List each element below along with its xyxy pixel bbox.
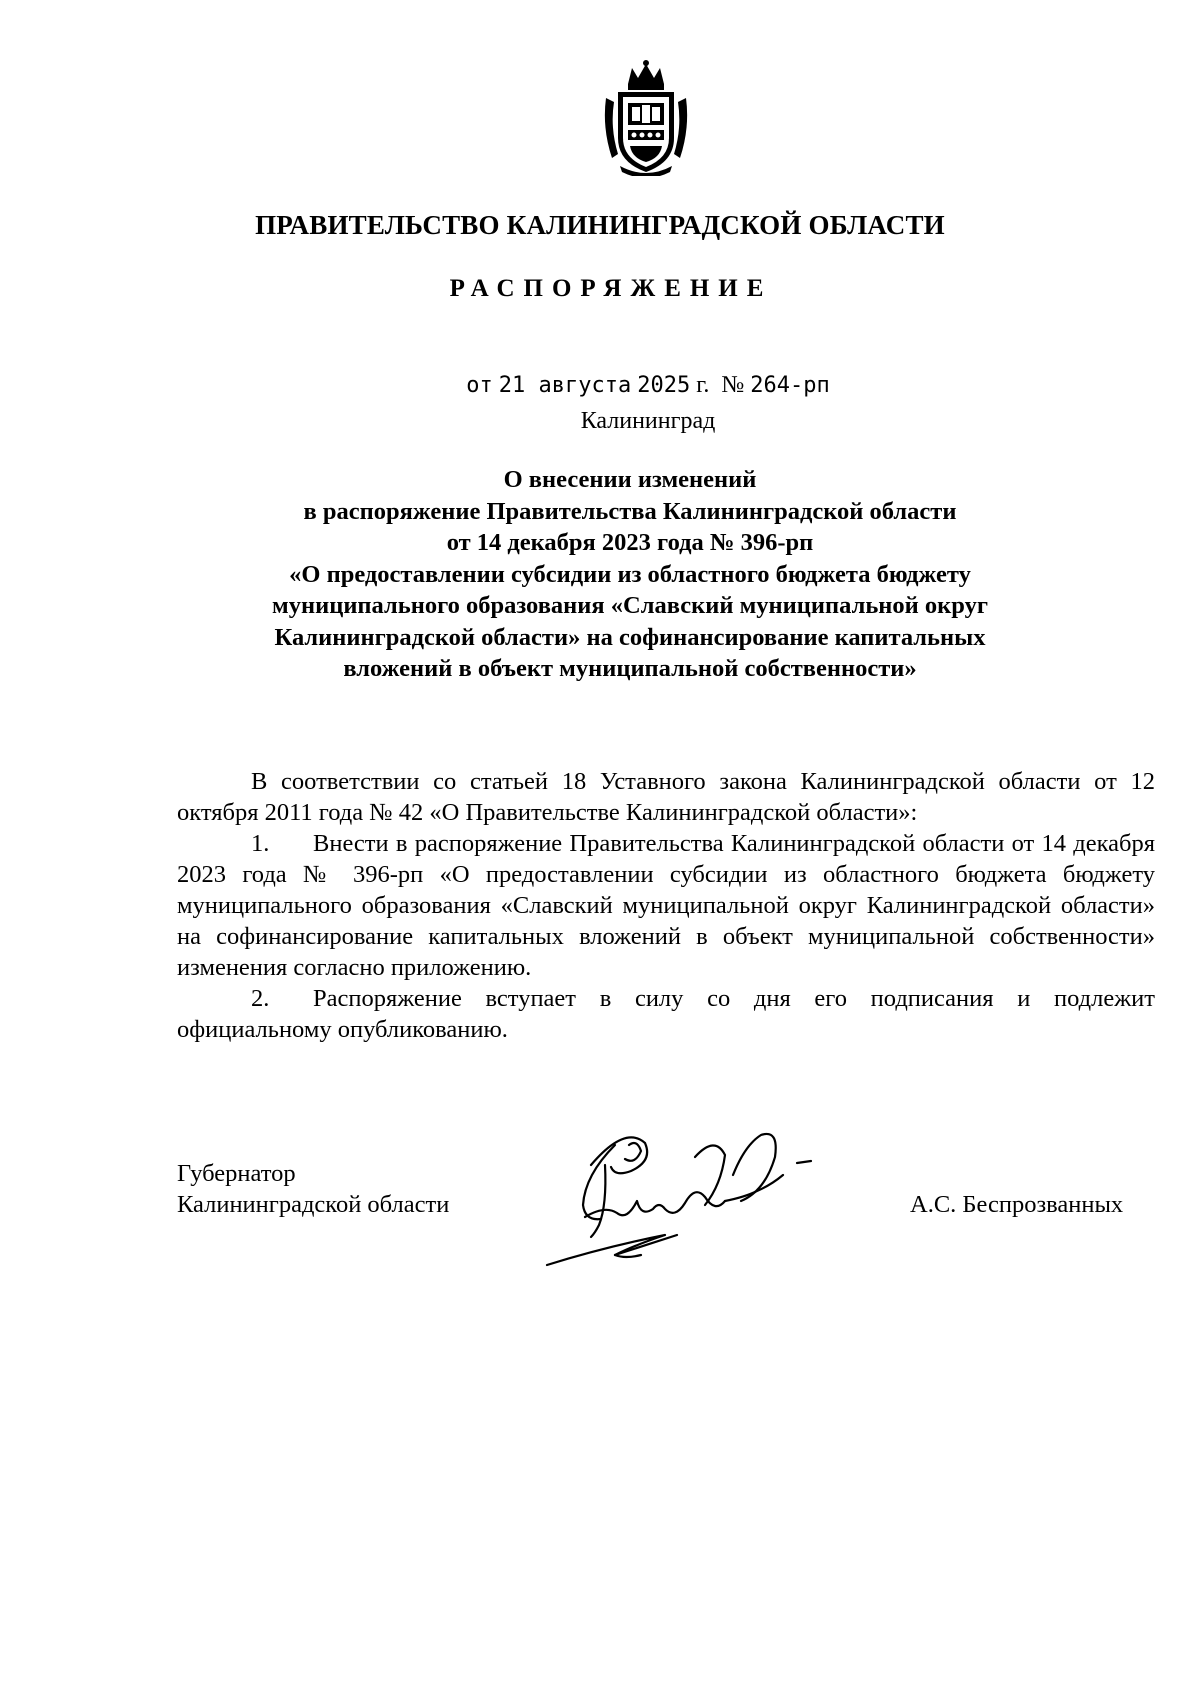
list-item — [177, 983, 1155, 1045]
subject-line: муниципального образования «Славский муниципальной округ — [272, 592, 988, 619]
number-sign: № — [721, 372, 745, 398]
document-number: 264-рп — [750, 373, 830, 398]
handwritten-signature — [545, 1105, 875, 1270]
coat-of-arms-icon — [598, 58, 694, 176]
subject-line: О внесении изменений — [503, 466, 757, 493]
government-title: ПРАВИТЕЛЬСТВО КАЛИНИНГРАДСКОЙ ОБЛАСТИ — [255, 210, 945, 240]
city-name: Калининград — [580, 408, 716, 434]
document-type-heading: РАСПОРЯЖЕНИЕ — [449, 275, 773, 302]
item-number: 1. — [251, 830, 270, 857]
position-title: Губернатор — [177, 1160, 296, 1187]
position-region: Калининградской области — [177, 1191, 450, 1218]
year-suffix: г. — [696, 372, 710, 398]
subject-line: «О предоставлении субсидии из областного бюджета бюджету — [289, 560, 971, 588]
item-text: Внести в распоряжение Правительства Калининградской области от 14 декабря 2023 года № 396-рп «О предоставлении субсидии из областного бюджета бюджету муниципального образования «Славский муниципальной округ Калининградской области» на софинансирование капитальных вложений в объект муниципальной собственности» изменения согласно приложению. — [177, 830, 1155, 981]
list-item — [177, 828, 1155, 983]
date-value: 21 августа — [498, 373, 632, 398]
signatory-position — [177, 1158, 449, 1220]
document-body — [177, 766, 1155, 1045]
date-prefix: от — [466, 373, 493, 398]
signatory-name: А.С. Беспрозванных — [910, 1191, 1124, 1218]
item-text: Распоряжение вступает в силу со дня его подписания и подлежит официальному опубликованию. — [177, 985, 1155, 1043]
subject-line: в распоряжение Правительства Калининградской области — [303, 497, 957, 525]
date-year: 2025 — [637, 373, 691, 398]
preamble-paragraph: В соответствии со статьей 18 Уставного закона Калининградской области от 12 октября 2011 года № 42 «О Правительстве Калининградской области»: — [177, 768, 1155, 826]
document-date-number — [0, 372, 1200, 399]
item-number: 2. — [251, 985, 270, 1012]
subject-line: вложений в объект муниципальной собственности» — [343, 655, 917, 682]
document-subject — [190, 464, 1070, 685]
subject-line: от 14 декабря 2023 года № 396-рп — [446, 529, 814, 556]
subject-line: Калининградской области» на софинансирование капитальных — [274, 623, 986, 651]
